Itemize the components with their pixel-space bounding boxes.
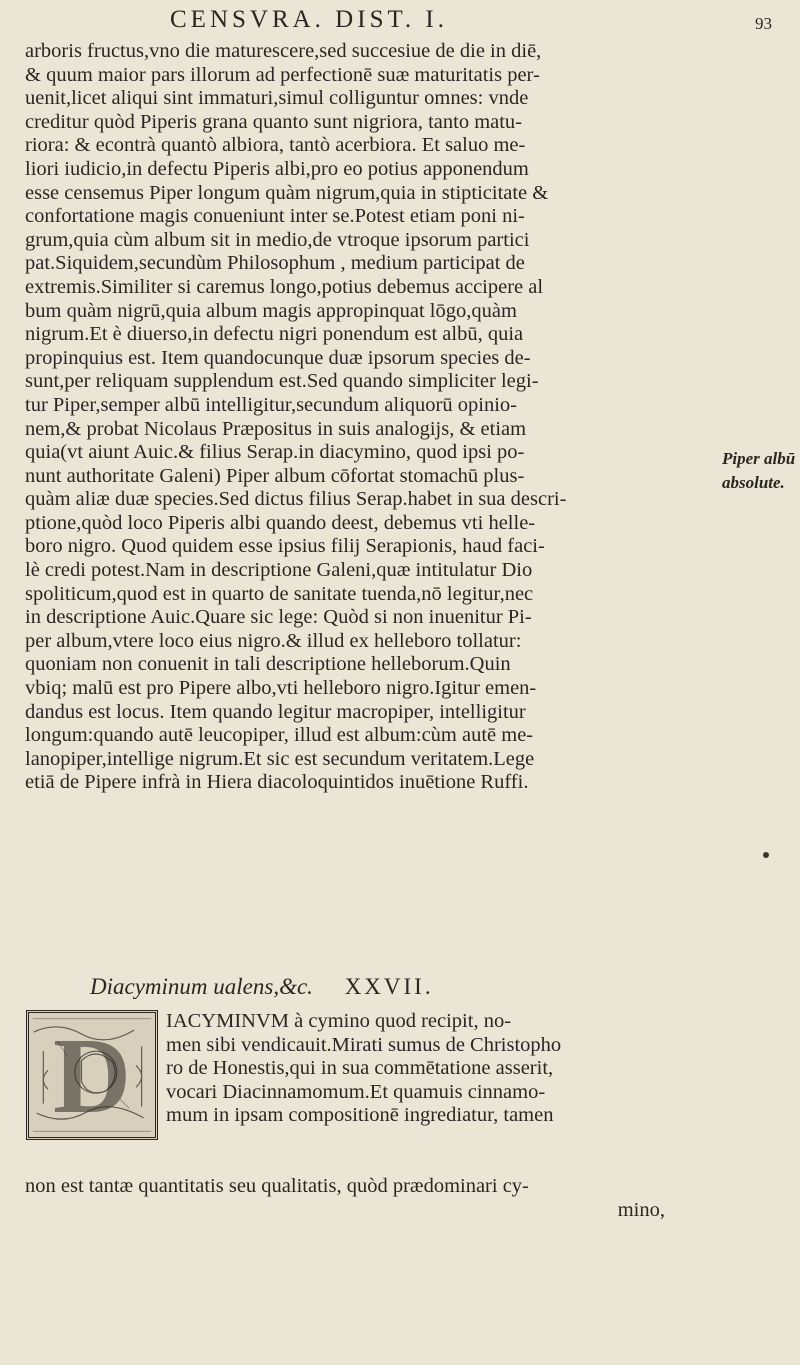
text-line: ptione,quòd loco Piperis albi quando deest, debemus vti helle- — [25, 511, 536, 534]
text-line: dandus est locus. Item quando legitur macropiper, intelligitur — [25, 700, 526, 723]
text-line: grum,quia cùm album sit in medio,de vtroque ipsorum partici — [25, 228, 530, 251]
text-line: riora: & econtrà quantò albiora, tantò acerbiora. Et saluo me- — [25, 134, 526, 157]
section-title: Diacyminum ualens,&c. — [90, 974, 313, 999]
text-line: men sibi vendicauit.Mirati sumus de Christopho — [166, 1033, 562, 1056]
text-line: bum quàm nigrū,quia album magis appropinquat lōgo,quàm — [25, 299, 517, 322]
text-line: nigrum.Et è diuerso,in defectu nigri ponendum est albū, quia — [25, 323, 524, 346]
text-line: confortatione magis conueniunt inter se.Potest etiam poni ni- — [25, 205, 525, 228]
text-line: quàm aliæ duæ species.Sed dictus filius Serap.habet in sua descri- — [25, 488, 567, 511]
marginal-note-line: absolute. — [722, 473, 785, 492]
text-line: IACYMINVM à cymino quod recipit, no- — [166, 1010, 512, 1032]
text-line: vocari Diacinnamomum.Et quamuis cinnamo- — [166, 1080, 546, 1103]
text-line: quoniam non conuenit in tali descriptione helleborum.Quin — [25, 653, 511, 676]
marginal-note — [722, 447, 798, 495]
text-line: longum:quando autē leucopiper, illud est album:cùm autē me- — [25, 724, 534, 747]
text-line: esse censemus Piper longum quàm nigrum,quia in stipticitate & — [25, 181, 549, 204]
text-line: vbiq; malū est pro Pipere albo,vti helleboro nigro.Igitur emen- — [25, 677, 537, 700]
marginal-note-line: Piper albū — [722, 449, 796, 468]
text-line: propinquius est. Item quandocunque duæ ipsorum species de- — [25, 346, 531, 369]
text-line: mum in ipsam compositionē ingrediatur, tamen — [166, 1104, 554, 1127]
text-line: liori iudicio,in defectu Piperis albi,pro eo potius apponendum — [25, 157, 529, 180]
text-line: uenit,licet aliqui sint immaturi,simul colliguntur omnes: vnde — [25, 87, 529, 110]
text-line: arboris fructus,vno die maturescere,sed succesiue de die in diē, — [25, 40, 542, 62]
main-text-block — [25, 40, 715, 795]
text-line: spoliticum,quod est in quarto de sanitate tuenda,nō legitur,nec — [25, 582, 534, 605]
section-text-continued — [25, 1175, 715, 1222]
text-line: extremis.Similiter si caremus longo,potius debemus accipere al — [25, 275, 544, 298]
text-line: nem,& probat Nicolaus Præpositus in suis analogijs, & etiam — [25, 417, 527, 440]
indented-text-block — [166, 1010, 726, 1128]
text-line: sunt,per reliquam supplendum est.Sed quando simpliciter legi- — [25, 370, 539, 393]
text-line: per album,vtere loco eius nigro.& illud ex helleboro tollatur: — [25, 629, 522, 652]
text-line: & quum maior pars illorum ad perfectionē suæ maturitatis per- — [25, 63, 540, 86]
text-line: etiā de Pipere infrà in Hiera diacoloquintidos inuētione Ruffi. — [25, 771, 529, 794]
text-line: quia(vt aiunt Auic.& filius Serap.in diacymino, quod ipsi po- — [25, 441, 525, 464]
text-line: lè credi potest.Nam in descriptione Galeni,quæ intitulatur Dio — [25, 559, 533, 582]
section-heading — [90, 974, 690, 1000]
running-title: CENSVRA. DIST. I. — [170, 6, 448, 33]
text-line: boro nigro. Quod quidem esse ipsius filij Serapionis, haud faci- — [25, 535, 545, 558]
text-line: tur Piper,semper albū intelligitur,secundum aliquorū opinio- — [25, 393, 517, 416]
ink-speck — [763, 852, 769, 858]
text-line: nunt authoritate Galeni) Piper album cōfortat stomachū plus- — [25, 464, 525, 487]
catchword-line: mino, — [617, 1198, 665, 1221]
initial-letter: D — [53, 1017, 131, 1136]
text-line: creditur quòd Piperis grana quanto sunt nigriora, tanto matu- — [25, 110, 523, 133]
text-line: pat.Siquidem,secundùm Philosophum , medium participat de — [25, 252, 525, 275]
text-line: lanopiper,intellige nigrum.Et sic est secundum veritatem.Lege — [25, 747, 535, 770]
text-line: ro de Honestis,qui in sua commētatione asserit, — [166, 1057, 554, 1080]
folio-number: 93 — [755, 14, 772, 33]
decorated-initial — [26, 1010, 158, 1140]
text-line: in descriptione Auic.Quare sic lege: Quòd si non inuenitur Pi- — [25, 606, 532, 629]
text-line: non est tantæ quantitatis seu qualitatis, quòd prædominari cy- — [25, 1175, 529, 1197]
running-head — [0, 2, 800, 32]
section-number: XXVII. — [344, 974, 434, 999]
